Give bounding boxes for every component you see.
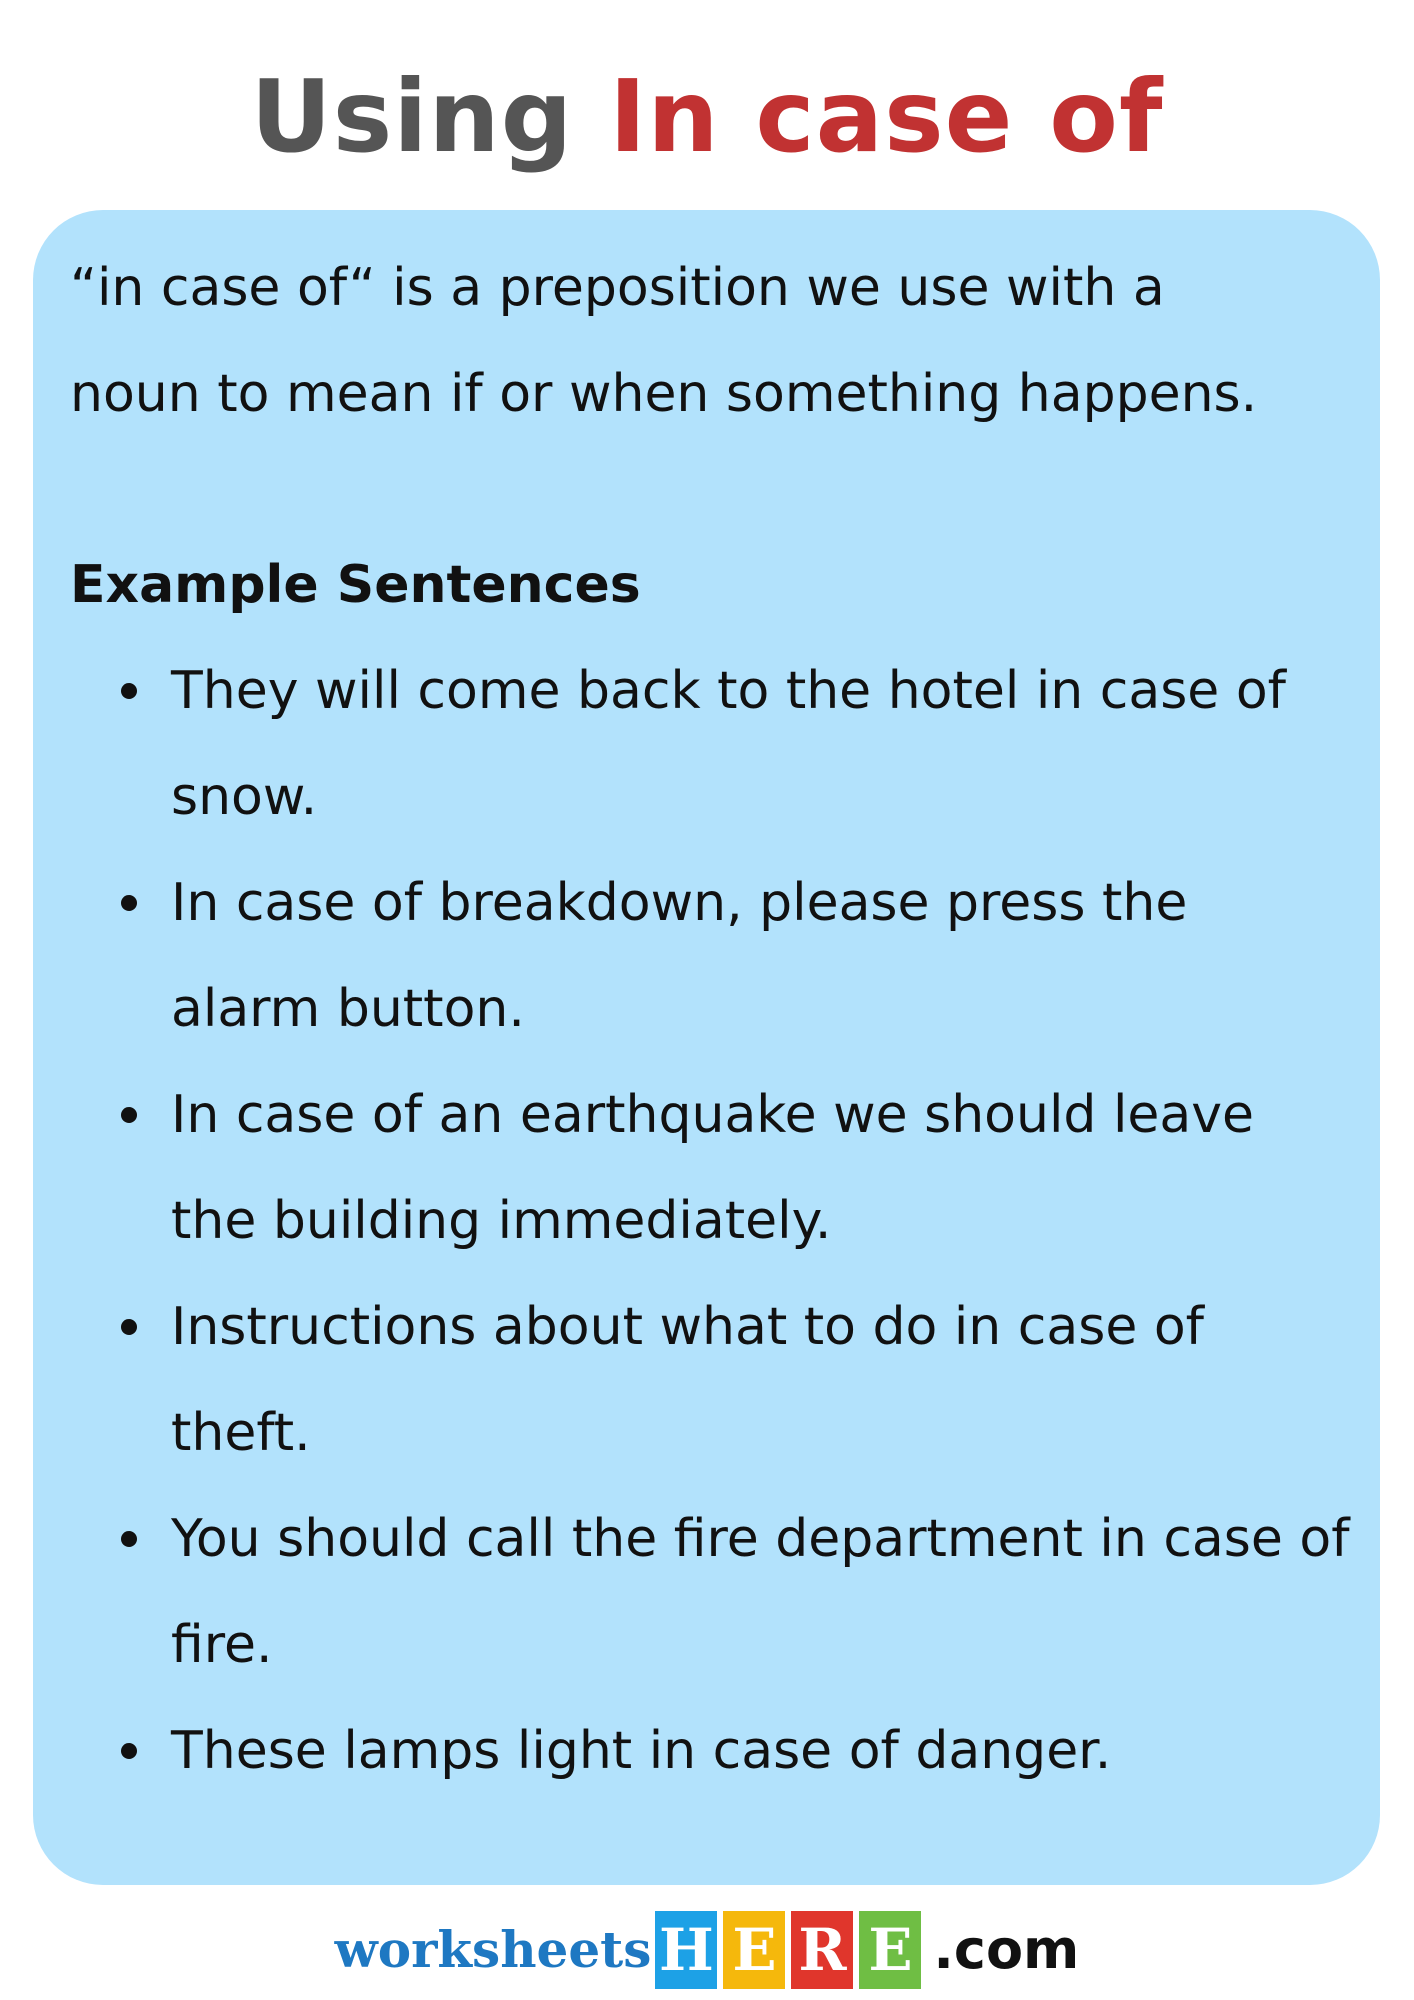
example-text: You should call the fire department in case of fire. <box>171 1509 1350 1675</box>
logo-tile: E <box>859 1911 921 1989</box>
bullet-icon <box>121 1531 137 1547</box>
example-item <box>33 1062 1351 1274</box>
example-text: They will come back to the hotel in case of snow. <box>171 661 1286 827</box>
example-item <box>33 638 1351 850</box>
example-text: Instructions about what to do in case of theft. <box>171 1297 1204 1463</box>
content-card <box>33 210 1380 1885</box>
logo-tile: E <box>723 1911 785 1989</box>
example-item <box>33 850 1351 1062</box>
logo-tile: H <box>655 1911 717 1989</box>
example-text: These lamps light in case of danger. <box>171 1721 1112 1781</box>
example-item <box>33 1486 1351 1698</box>
bullet-icon <box>121 1319 137 1335</box>
definition-text: “in case of“ is a preposition we use with a noun to mean if or when something happens. <box>70 258 1258 424</box>
site-logo <box>0 1905 1414 1995</box>
logo-tld: .com <box>933 1918 1080 1981</box>
bullet-icon <box>121 895 137 911</box>
example-item <box>33 1274 1351 1486</box>
logo-tiles <box>655 1911 927 1989</box>
example-text: In case of breakdown, please press the alarm button. <box>171 873 1188 1039</box>
logo-word: worksheets <box>334 1920 652 1979</box>
bullet-icon <box>121 1743 137 1759</box>
page-title <box>0 52 1414 182</box>
logo-tile: R <box>791 1911 853 1989</box>
example-list <box>33 638 1380 1804</box>
title-accent: In case of <box>609 58 1164 175</box>
example-item <box>33 1698 1351 1804</box>
bullet-icon <box>121 1107 137 1123</box>
bullet-icon <box>121 683 137 699</box>
title-plain: Using <box>250 58 574 175</box>
section-heading: Example Sentences <box>70 555 641 615</box>
example-text: In case of an earthquake we should leave the building immediately. <box>171 1085 1255 1251</box>
